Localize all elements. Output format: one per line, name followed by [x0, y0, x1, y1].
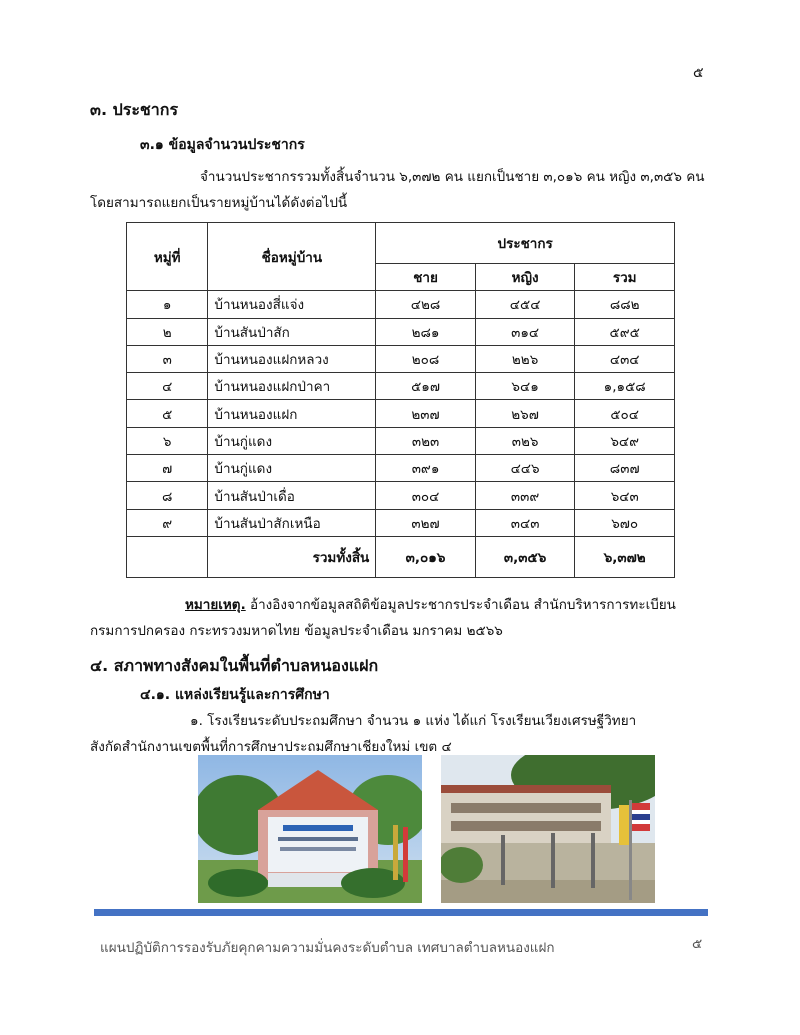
cell-no: ๕ — [127, 400, 208, 427]
cell-male: ๒๐๘ — [376, 345, 476, 372]
cell-total: ๔๓๔ — [575, 345, 675, 372]
table-row — [127, 318, 675, 345]
header-population: ประชากร — [376, 223, 675, 264]
population-table — [126, 222, 675, 578]
cell-female: ๒๒๖ — [475, 345, 575, 372]
header-male: ชาย — [376, 264, 476, 291]
table-row — [127, 291, 675, 318]
cell-female: ๔๔๖ — [475, 455, 575, 482]
population-line-1: จำนวนประชากรรวมทั้งสิ้นจำนวน ๖,๓๗๒ คน แยกเป็นชาย ๓,๐๑๖ คน หญิง ๓,๓๕๖ คน — [200, 169, 705, 185]
cell-female: ๓๑๔ — [475, 318, 575, 345]
note-line-2: กรมการปกครอง กระทรวงมหาดไทย ข้อมูลประจำเดือน มกราคม ๒๕๖๖ — [90, 623, 503, 639]
cell-total: ๖๔๓ — [575, 482, 675, 509]
cell-male: ๓๙๑ — [376, 455, 476, 482]
section-3-heading: ๓. ประชากร — [90, 100, 179, 119]
cell-name: บ้านหนองแฝกหลวง — [208, 345, 376, 372]
table-row — [127, 455, 675, 482]
table-header-row — [127, 223, 675, 264]
cell-name: บ้านหนองแฝก — [208, 400, 376, 427]
cell-no: ๖ — [127, 427, 208, 454]
cell-total: ๕๙๕ — [575, 318, 675, 345]
footer-text: แผนปฏิบัติการรองรับภัยคุกคามความมั่นคงระดับตำบล เทศบาลตำบลหนองแฝก — [100, 940, 555, 956]
cell-female: ๖๔๑ — [475, 373, 575, 400]
cell-name: บ้านหนองแฝกป่าคา — [208, 373, 376, 400]
total-male: ๓,๐๑๖ — [376, 536, 476, 577]
header-total: รวม — [575, 264, 675, 291]
school-line-2: สังกัดสำนักงานเขตพื้นที่การศึกษาประถมศึกษาเชียงใหม่ เขต ๔ — [90, 739, 452, 755]
total-total: ๖,๓๗๒ — [575, 536, 675, 577]
cell-no: ๔ — [127, 373, 208, 400]
cell-female: ๓๔๓ — [475, 509, 575, 536]
cell-male: ๓๒๓ — [376, 427, 476, 454]
cell-total: ๖๗๐ — [575, 509, 675, 536]
cell-total: ๘๘๒ — [575, 291, 675, 318]
cell-female: ๓๒๖ — [475, 427, 575, 454]
table-row — [127, 400, 675, 427]
cell-female: ๔๕๔ — [475, 291, 575, 318]
cell-total: ๖๔๙ — [575, 427, 675, 454]
cell-male: ๕๑๗ — [376, 373, 476, 400]
footer-bar — [94, 909, 708, 916]
cell-no: ๑ — [127, 291, 208, 318]
cell-male: ๒๘๑ — [376, 318, 476, 345]
header-village-no: หมู่ที่ — [127, 223, 208, 291]
table-total-row — [127, 536, 675, 577]
school-sign-photo — [198, 755, 422, 903]
cell-male: ๓๐๔ — [376, 482, 476, 509]
cell-no: ๓ — [127, 345, 208, 372]
header-village-name: ชื่อหมู่บ้าน — [208, 223, 376, 291]
school-paragraph — [90, 708, 707, 760]
cell-name: บ้านกู่แดง — [208, 427, 376, 454]
cell-total: ๑,๑๕๘ — [575, 373, 675, 400]
cell-no — [127, 536, 208, 577]
section-4-heading: ๔. สภาพทางสังคมในพื้นที่ตำบลหนองแฝก — [90, 656, 379, 675]
table-row — [127, 345, 675, 372]
table-row — [127, 427, 675, 454]
cell-female: ๒๖๗ — [475, 400, 575, 427]
cell-male: ๒๓๗ — [376, 400, 476, 427]
table-row — [127, 482, 675, 509]
cell-no: ๘ — [127, 482, 208, 509]
note-paragraph — [90, 592, 707, 644]
population-line-2: โดยสามารถแยกเป็นรายหมู่บ้านได้ดังต่อไปนี้ — [90, 195, 348, 211]
note-line-1: หมายเหตุ. อ้างอิงจากข้อมูลสถิติข้อมูลประชากรประจำเดือน สำนักบริหารการทะเบียน — [185, 597, 676, 613]
cell-no: ๒ — [127, 318, 208, 345]
cell-no: ๙ — [127, 509, 208, 536]
header-female: หญิง — [475, 264, 575, 291]
cell-name: บ้านกู่แดง — [208, 455, 376, 482]
total-label: รวมทั้งสิ้น — [208, 536, 376, 577]
population-paragraph — [90, 164, 707, 216]
cell-name: บ้านสันป่าสัก — [208, 318, 376, 345]
total-female: ๓,๓๕๖ — [475, 536, 575, 577]
section-3-1-heading: ๓.๑ ข้อมูลจำนวนประชากร — [140, 137, 305, 153]
cell-no: ๗ — [127, 455, 208, 482]
cell-male: ๔๒๘ — [376, 291, 476, 318]
cell-name: บ้านหนองสี่แจ่ง — [208, 291, 376, 318]
school-building-photo — [441, 755, 655, 903]
cell-name: บ้านสันป่าเดื่อ — [208, 482, 376, 509]
table-row — [127, 373, 675, 400]
school-line-1: ๑. โรงเรียนระดับประถมศึกษา จำนวน ๑ แห่ง ได้แก่ โรงเรียนเวียงเศรษฐีวิทยา — [190, 713, 637, 729]
cell-female: ๓๓๙ — [475, 482, 575, 509]
footer-page-number: ๕ — [692, 936, 703, 952]
section-4-1-heading: ๔.๑. แหล่งเรียนรู้และการศึกษา — [140, 687, 330, 703]
cell-name: บ้านสันป่าสักเหนือ — [208, 509, 376, 536]
table-row — [127, 509, 675, 536]
note-label: หมายเหตุ. — [185, 597, 246, 613]
cell-total: ๕๐๔ — [575, 400, 675, 427]
cell-male: ๓๒๗ — [376, 509, 476, 536]
cell-total: ๘๓๗ — [575, 455, 675, 482]
page-number-top: ๕ — [693, 65, 704, 81]
